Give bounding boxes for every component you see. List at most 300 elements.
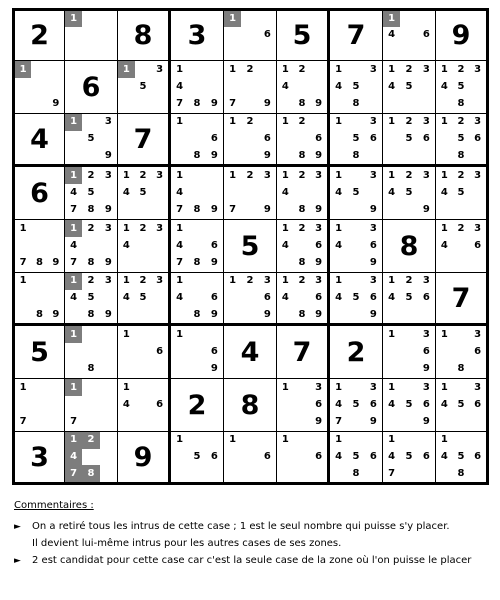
candidate-empty bbox=[188, 326, 205, 343]
grid-cell-r1c6[interactable] bbox=[277, 8, 330, 61]
candidate: 3 bbox=[156, 275, 164, 287]
candidate-grid bbox=[171, 432, 223, 482]
candidate-empty bbox=[151, 202, 168, 219]
grid-cell-r1c1[interactable] bbox=[12, 8, 65, 61]
candidate: 2 bbox=[246, 116, 254, 128]
candidate: 4 bbox=[122, 186, 130, 198]
candidate-grid bbox=[65, 432, 117, 482]
candidate-empty bbox=[277, 414, 294, 431]
grid-cell-r2c7[interactable] bbox=[330, 61, 383, 114]
candidate: 9 bbox=[422, 416, 430, 428]
candidate: 7 bbox=[229, 204, 237, 216]
candidate-empty bbox=[294, 131, 311, 148]
candidate-empty bbox=[347, 273, 364, 290]
candidate: 5 bbox=[352, 132, 360, 144]
grid-cell-r8c2[interactable] bbox=[65, 379, 118, 432]
candidate-grid bbox=[277, 273, 327, 323]
candidate-empty bbox=[65, 306, 82, 323]
grid-cell-r5c9[interactable] bbox=[436, 220, 489, 273]
candidate: 1 bbox=[335, 381, 343, 393]
given-digit: 7 bbox=[451, 282, 471, 314]
candidate: 1 bbox=[229, 169, 237, 181]
candidate-empty bbox=[224, 27, 241, 43]
grid-cell-r5c1[interactable] bbox=[12, 220, 65, 273]
candidate-grid bbox=[383, 326, 435, 378]
candidate: 1 bbox=[388, 328, 396, 340]
candidate: 3 bbox=[369, 63, 377, 75]
candidate-empty bbox=[453, 202, 470, 219]
candidate: 7 bbox=[229, 98, 237, 110]
candidate-empty bbox=[310, 184, 327, 201]
candidate-empty bbox=[100, 184, 117, 201]
candidate-empty bbox=[31, 396, 47, 413]
grid-cell-r8c4[interactable] bbox=[171, 379, 224, 432]
candidate-grid bbox=[277, 220, 327, 272]
candidate-empty bbox=[294, 184, 311, 201]
candidate-empty bbox=[82, 147, 99, 164]
grid-cell-r1c5[interactable] bbox=[224, 8, 277, 61]
candidate-empty bbox=[469, 361, 486, 378]
candidate-empty bbox=[469, 184, 486, 201]
grid-cell-r7c4[interactable] bbox=[171, 326, 224, 379]
given-digit: 4 bbox=[240, 336, 260, 368]
candidate-empty bbox=[330, 96, 347, 113]
candidate-empty bbox=[294, 414, 311, 431]
candidate: 1 bbox=[281, 116, 289, 128]
grid-cell-r8c9[interactable] bbox=[436, 379, 489, 432]
grid-cell-r3c5[interactable] bbox=[224, 114, 277, 167]
candidate-grid bbox=[330, 61, 382, 113]
candidate: 5 bbox=[352, 291, 360, 303]
candidate: 1 bbox=[122, 275, 130, 287]
candidate-empty bbox=[400, 361, 417, 378]
candidate-grid bbox=[171, 167, 223, 219]
candidate: 2 bbox=[139, 169, 147, 181]
candidate-empty bbox=[31, 96, 47, 113]
candidate-empty bbox=[224, 147, 241, 164]
candidate: 9 bbox=[315, 204, 323, 216]
grid-cell-r9c1[interactable] bbox=[12, 432, 65, 485]
candidate: 3 bbox=[263, 169, 271, 181]
grid-cell-r9c2[interactable] bbox=[65, 432, 118, 485]
grid-cell-r4c6[interactable] bbox=[277, 167, 330, 220]
grid-cell-r2c6[interactable] bbox=[277, 61, 330, 114]
candidate-highlighted: 1 bbox=[65, 167, 82, 184]
grid-cell-r5c7[interactable] bbox=[330, 220, 383, 273]
candidate: 4 bbox=[440, 450, 448, 462]
candidate-empty bbox=[259, 61, 276, 78]
candidate-empty bbox=[224, 184, 241, 201]
candidate-empty bbox=[330, 465, 347, 482]
grid-cell-r8c7[interactable] bbox=[330, 379, 383, 432]
grid-cell-r2c2[interactable] bbox=[65, 61, 118, 114]
candidate-empty bbox=[171, 147, 188, 164]
candidate-empty bbox=[206, 61, 223, 78]
candidate-empty bbox=[100, 326, 117, 343]
candidate: 1 bbox=[122, 328, 130, 340]
candidate: 4 bbox=[70, 186, 78, 198]
candidate-empty bbox=[469, 202, 486, 219]
candidate-grid bbox=[436, 220, 486, 272]
candidate-empty bbox=[347, 379, 364, 396]
candidate-highlighted: 1 bbox=[65, 114, 82, 131]
candidate: 6 bbox=[315, 132, 323, 144]
grid-cell-r6c7[interactable] bbox=[330, 273, 383, 326]
candidate-empty bbox=[48, 61, 64, 78]
candidate: 5 bbox=[352, 186, 360, 198]
grid-cell-r5c8[interactable] bbox=[383, 220, 436, 273]
candidate: 9 bbox=[369, 204, 377, 216]
candidate: 1 bbox=[388, 63, 396, 75]
grid-cell-r4c5[interactable] bbox=[224, 167, 277, 220]
given-digit: 5 bbox=[240, 230, 260, 262]
grid-cell-r5c2[interactable] bbox=[65, 220, 118, 273]
grid-cell-r7c2[interactable] bbox=[65, 326, 118, 379]
candidate-empty bbox=[277, 306, 294, 323]
grid-cell-r6c6[interactable] bbox=[277, 273, 330, 326]
candidate: 6 bbox=[315, 398, 323, 410]
grid-cell-r8c1[interactable] bbox=[12, 379, 65, 432]
candidate: 6 bbox=[315, 239, 323, 251]
candidate-empty bbox=[277, 396, 294, 413]
candidate: 9 bbox=[422, 204, 430, 216]
candidate-grid bbox=[65, 114, 117, 164]
grid-cell-r4c9[interactable] bbox=[436, 167, 489, 220]
candidate: 1 bbox=[335, 275, 343, 287]
candidate-empty bbox=[400, 147, 417, 164]
candidate: 2 bbox=[139, 275, 147, 287]
candidate-empty bbox=[15, 396, 31, 413]
grid-cell-r3c2[interactable] bbox=[65, 114, 118, 167]
candidate-empty bbox=[241, 44, 258, 60]
comment-line-3 bbox=[14, 555, 490, 566]
grid-cell-r2c3[interactable] bbox=[118, 61, 171, 114]
candidate: 7 bbox=[388, 467, 396, 479]
candidate-empty bbox=[277, 147, 294, 164]
candidate-empty bbox=[206, 114, 223, 131]
grid-cell-r4c7[interactable] bbox=[330, 167, 383, 220]
candidate: 5 bbox=[457, 398, 465, 410]
grid-cell-r2c4[interactable] bbox=[171, 61, 224, 114]
candidate-empty bbox=[310, 465, 327, 482]
candidate: 1 bbox=[19, 275, 27, 287]
grid-cell-r1c4[interactable] bbox=[171, 8, 224, 61]
candidate-empty bbox=[171, 306, 188, 323]
candidate: 2 bbox=[87, 222, 95, 234]
grid-cell-r9c4[interactable] bbox=[171, 432, 224, 485]
grid-cell-r6c5[interactable] bbox=[224, 273, 277, 326]
candidate: 1 bbox=[229, 275, 237, 287]
candidate-empty bbox=[365, 78, 382, 95]
candidate: 7 bbox=[335, 416, 343, 428]
candidate-empty bbox=[469, 96, 486, 113]
grid-cell-r9c3[interactable] bbox=[118, 432, 171, 485]
grid-cell-r3c1[interactable] bbox=[12, 114, 65, 167]
candidate-empty bbox=[347, 61, 364, 78]
candidate-empty bbox=[453, 379, 470, 396]
candidate: 3 bbox=[422, 169, 430, 181]
candidate-empty bbox=[82, 396, 99, 413]
candidate: 8 bbox=[298, 308, 306, 320]
grid-cell-r4c4[interactable] bbox=[171, 167, 224, 220]
candidate-highlighted: 2 bbox=[82, 432, 99, 449]
given-digit: 2 bbox=[187, 389, 207, 421]
candidate-empty bbox=[436, 202, 453, 219]
grid-cell-r2c8[interactable] bbox=[383, 61, 436, 114]
candidate-empty bbox=[188, 290, 205, 307]
candidate-grid bbox=[383, 11, 435, 60]
candidate: 8 bbox=[36, 257, 43, 269]
candidate: 1 bbox=[122, 222, 130, 234]
grid-cell-r3c7[interactable] bbox=[330, 114, 383, 167]
candidate-empty bbox=[135, 361, 152, 378]
grid-cell-r9c6[interactable] bbox=[277, 432, 330, 485]
candidate-empty bbox=[135, 414, 152, 431]
candidate: 5 bbox=[457, 132, 465, 144]
grid-cell-r9c7[interactable] bbox=[330, 432, 383, 485]
candidate-empty bbox=[469, 255, 486, 272]
grid-cell-r3c9[interactable] bbox=[436, 114, 489, 167]
grid-cell-r4c3[interactable] bbox=[118, 167, 171, 220]
candidate: 1 bbox=[335, 169, 343, 181]
candidate: 2 bbox=[405, 169, 413, 181]
candidate: 9 bbox=[104, 308, 112, 320]
candidate-empty bbox=[118, 361, 135, 378]
given-digit: 6 bbox=[30, 177, 49, 209]
candidate: 6 bbox=[210, 132, 218, 144]
candidate: 3 bbox=[104, 275, 112, 287]
grid-cell-r7c3[interactable] bbox=[118, 326, 171, 379]
candidate: 1 bbox=[388, 116, 396, 128]
candidate-grid bbox=[330, 273, 382, 323]
candidate-empty bbox=[100, 361, 117, 378]
candidate: 2 bbox=[246, 169, 254, 181]
candidate: 6 bbox=[210, 291, 218, 303]
grid-cell-r5c5[interactable] bbox=[224, 220, 277, 273]
candidate: 3 bbox=[422, 116, 430, 128]
grid-cell-r3c4[interactable] bbox=[171, 114, 224, 167]
grid-cell-r1c3[interactable] bbox=[118, 8, 171, 61]
candidate-empty bbox=[383, 361, 400, 378]
candidate: 2 bbox=[246, 63, 254, 75]
candidate-empty bbox=[330, 255, 347, 272]
candidate-empty bbox=[31, 290, 47, 307]
candidate-empty bbox=[206, 78, 223, 95]
grid-cell-r5c3[interactable] bbox=[118, 220, 171, 273]
grid-cell-r1c9[interactable] bbox=[436, 8, 489, 61]
candidate-empty bbox=[294, 290, 311, 307]
candidate-empty bbox=[188, 114, 205, 131]
candidate: 6 bbox=[369, 450, 377, 462]
candidate-empty bbox=[418, 11, 435, 27]
candidate-empty bbox=[48, 220, 64, 237]
candidate-empty bbox=[100, 343, 117, 360]
candidate: 2 bbox=[246, 275, 254, 287]
candidate: 5 bbox=[457, 450, 465, 462]
candidate: 6 bbox=[474, 398, 482, 410]
candidate: 1 bbox=[335, 222, 343, 234]
grid-cell-r7c8[interactable] bbox=[383, 326, 436, 379]
candidate-empty bbox=[188, 432, 205, 449]
comment-text-3: 2 est candidat pour cette case car c'est la seule case de la zone où l'on puisse le placer bbox=[32, 555, 472, 566]
candidate-empty bbox=[118, 78, 135, 95]
grid-cell-r3c3[interactable] bbox=[118, 114, 171, 167]
candidate: 7 bbox=[19, 416, 27, 428]
candidate: 1 bbox=[440, 434, 448, 446]
grid-cell-r8c6[interactable] bbox=[277, 379, 330, 432]
candidate: 9 bbox=[52, 257, 60, 269]
candidate: 8 bbox=[193, 149, 201, 161]
candidate: 1 bbox=[176, 222, 184, 234]
candidate: 2 bbox=[457, 116, 465, 128]
grid-cell-r9c8[interactable] bbox=[383, 432, 436, 485]
candidate-empty bbox=[65, 131, 82, 148]
candidate-grid bbox=[171, 220, 223, 272]
grid-cell-r7c6[interactable] bbox=[277, 326, 330, 379]
comments-title: Commentaires : bbox=[14, 500, 94, 511]
grid-cell-r2c9[interactable] bbox=[436, 61, 489, 114]
candidate: 1 bbox=[176, 169, 184, 181]
candidate: 9 bbox=[315, 98, 323, 110]
grid-cell-r5c6[interactable] bbox=[277, 220, 330, 273]
grid-cell-r6c9[interactable] bbox=[436, 273, 489, 326]
candidate-empty bbox=[171, 131, 188, 148]
grid-cell-r1c8[interactable] bbox=[383, 8, 436, 61]
grid-cell-r6c2[interactable] bbox=[65, 273, 118, 326]
candidate: 1 bbox=[176, 275, 184, 287]
candidate: 5 bbox=[405, 291, 413, 303]
candidate-empty bbox=[277, 96, 294, 113]
candidate: 9 bbox=[369, 308, 377, 320]
candidate: 4 bbox=[440, 80, 448, 92]
candidate: 6 bbox=[156, 345, 164, 357]
candidate-empty bbox=[241, 184, 258, 201]
grid-cell-r6c3[interactable] bbox=[118, 273, 171, 326]
grid-cell-r4c2[interactable] bbox=[65, 167, 118, 220]
candidate: 3 bbox=[104, 222, 112, 234]
candidate: 6 bbox=[210, 345, 218, 357]
candidate-empty bbox=[31, 220, 47, 237]
candidate: 1 bbox=[335, 116, 343, 128]
grid-cell-r3c8[interactable] bbox=[383, 114, 436, 167]
candidate: 4 bbox=[335, 291, 343, 303]
candidate: 7 bbox=[176, 257, 184, 269]
candidate-grid bbox=[330, 167, 382, 219]
candidate-empty bbox=[400, 11, 417, 27]
candidate: 6 bbox=[422, 345, 430, 357]
candidate-highlighted: 1 bbox=[65, 273, 82, 290]
candidate: 3 bbox=[315, 169, 323, 181]
grid-cell-r8c5[interactable] bbox=[224, 379, 277, 432]
candidate: 6 bbox=[263, 291, 271, 303]
given-digit: 7 bbox=[346, 20, 366, 51]
candidate: 5 bbox=[139, 80, 147, 92]
candidate: 2 bbox=[457, 63, 465, 75]
candidate: 1 bbox=[229, 63, 237, 75]
candidate: 7 bbox=[176, 98, 184, 110]
grid-cell-r9c5[interactable] bbox=[224, 432, 277, 485]
candidate-empty bbox=[453, 432, 470, 449]
candidate-empty bbox=[100, 449, 117, 466]
candidate-empty bbox=[188, 61, 205, 78]
candidate-empty bbox=[453, 343, 470, 360]
candidate: 6 bbox=[263, 450, 271, 462]
candidate-grid bbox=[15, 220, 64, 272]
candidate: 2 bbox=[298, 275, 306, 287]
candidate: 3 bbox=[369, 381, 377, 393]
grid-cell-r4c8[interactable] bbox=[383, 167, 436, 220]
grid-cell-r7c1[interactable] bbox=[12, 326, 65, 379]
grid-cell-r2c1[interactable] bbox=[12, 61, 65, 114]
grid-cell-r7c9[interactable] bbox=[436, 326, 489, 379]
candidate-empty bbox=[206, 167, 223, 184]
candidate-grid bbox=[436, 432, 486, 482]
candidate: 8 bbox=[352, 98, 360, 110]
candidate-empty bbox=[151, 184, 168, 201]
candidate-empty bbox=[151, 78, 168, 95]
candidate: 8 bbox=[352, 149, 360, 161]
grid-cell-r2c5[interactable] bbox=[224, 61, 277, 114]
given-digit: 5 bbox=[292, 20, 312, 51]
candidate: 8 bbox=[87, 308, 95, 320]
grid-cell-r1c7[interactable] bbox=[330, 8, 383, 61]
candidate-empty bbox=[31, 414, 47, 431]
grid-cell-r7c5[interactable] bbox=[224, 326, 277, 379]
candidate: 1 bbox=[229, 116, 237, 128]
comments-section bbox=[14, 500, 490, 572]
candidate: 3 bbox=[422, 328, 430, 340]
candidate: 8 bbox=[36, 308, 43, 320]
candidate: 9 bbox=[315, 149, 323, 161]
candidate-empty bbox=[310, 114, 327, 131]
candidate: 5 bbox=[457, 186, 465, 198]
candidate: 9 bbox=[104, 149, 112, 161]
grid-cell-r3c6[interactable] bbox=[277, 114, 330, 167]
candidate-empty bbox=[171, 361, 188, 378]
candidate-empty bbox=[259, 432, 276, 449]
candidate-empty bbox=[453, 326, 470, 343]
grid-cell-r5c4[interactable] bbox=[171, 220, 224, 273]
candidate-grid bbox=[118, 220, 168, 272]
candidate-grid bbox=[65, 273, 117, 323]
candidate-grid bbox=[383, 273, 435, 323]
grid-cell-r1c2[interactable] bbox=[65, 8, 118, 61]
candidate: 2 bbox=[298, 116, 306, 128]
candidate: 7 bbox=[70, 204, 78, 216]
candidate-empty bbox=[310, 432, 327, 449]
grid-cell-r7c7[interactable] bbox=[330, 326, 383, 379]
candidate-empty bbox=[151, 96, 168, 113]
grid-cell-r6c1[interactable] bbox=[12, 273, 65, 326]
candidate-empty bbox=[188, 78, 205, 95]
candidate-empty bbox=[365, 432, 382, 449]
candidate-empty bbox=[330, 202, 347, 219]
grid-cell-r8c3[interactable] bbox=[118, 379, 171, 432]
candidate: 8 bbox=[457, 149, 465, 161]
candidate: 4 bbox=[335, 186, 343, 198]
grid-cell-r6c4[interactable] bbox=[171, 273, 224, 326]
grid-cell-r8c8[interactable] bbox=[383, 379, 436, 432]
candidate-empty bbox=[277, 449, 294, 466]
candidate-empty bbox=[135, 326, 152, 343]
candidate: 1 bbox=[281, 63, 289, 75]
candidate-empty bbox=[100, 414, 117, 431]
grid-cell-r6c8[interactable] bbox=[383, 273, 436, 326]
candidate: 6 bbox=[369, 398, 377, 410]
grid-cell-r4c1[interactable] bbox=[12, 167, 65, 220]
grid-cell-r9c9[interactable] bbox=[436, 432, 489, 485]
candidate-empty bbox=[118, 414, 135, 431]
